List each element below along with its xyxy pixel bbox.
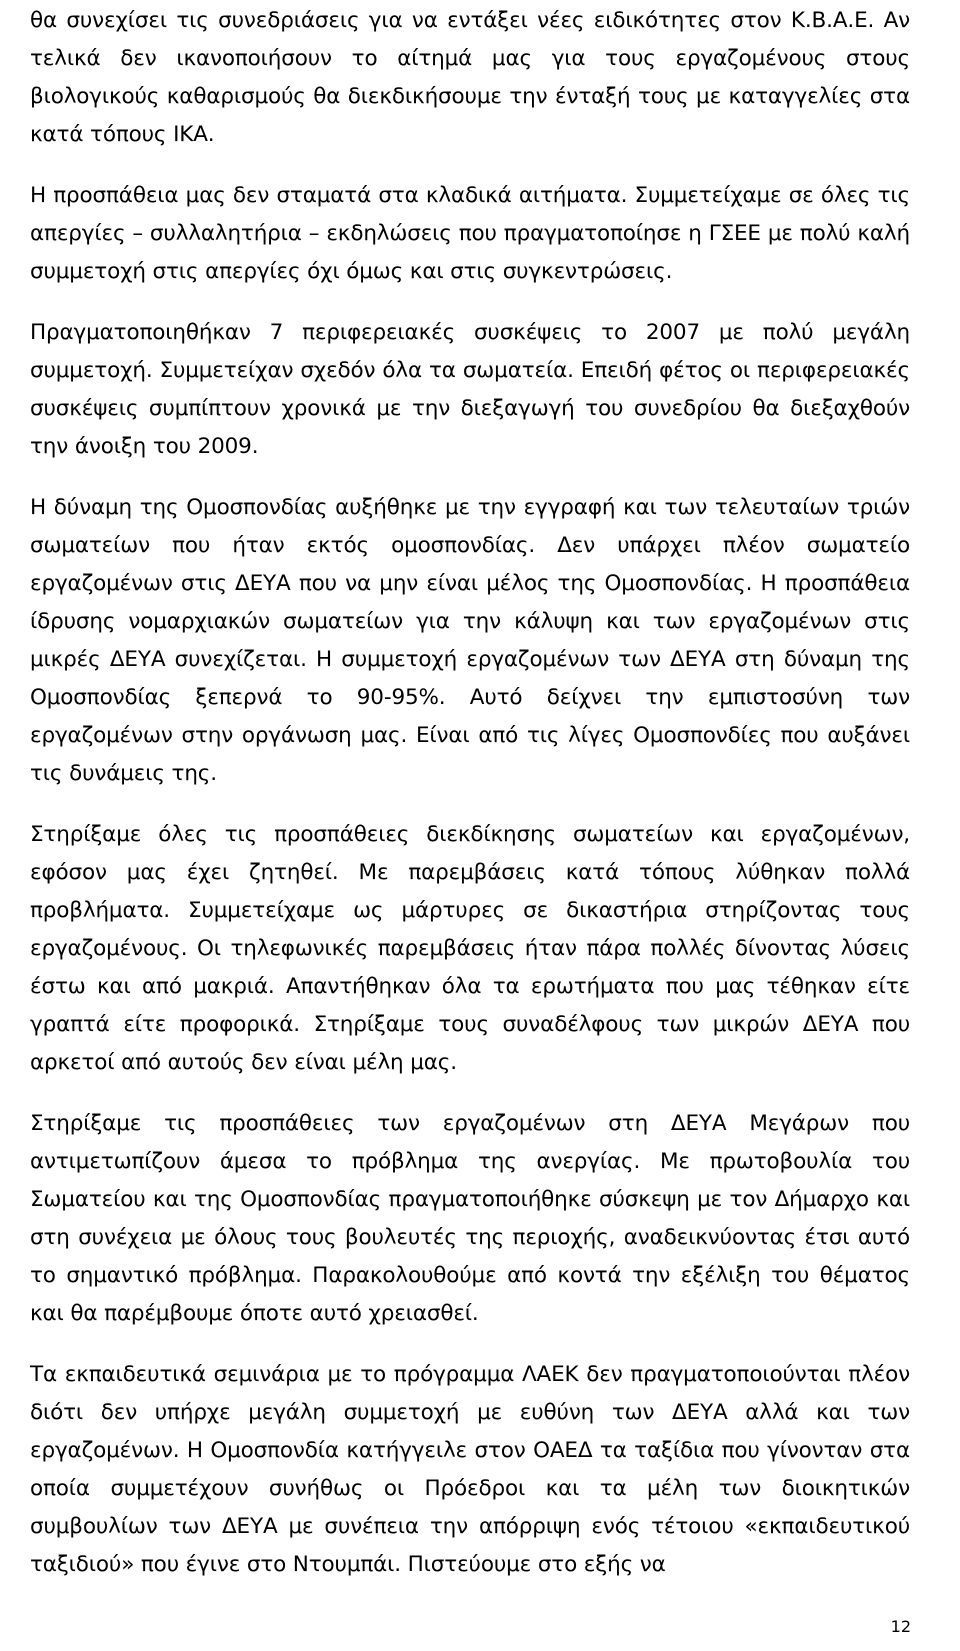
paragraph-sectoral-demands: Η προσπάθεια μας δεν σταματά στα κλαδικά αιτήματα. Συμμετείχαμε σε όλες τις απεργίες – συλλαλητήρια – εκδηλώσεις που πραγματοποίησε η ΓΣΕΕ με πολύ καλή συμμετοχή στις απεργίες όχι όμως και στις συγκεντρώσεις. [30,183,910,284]
document-body [30,2,910,1607]
paragraph-federation-strength: Η δύναμη της Ομοσπονδίας αυξήθηκε με την εγγραφή και των τελευταίων τριών σωματείων που ήταν εκτός ομοσπονδίας. Δεν υπάρχει πλέον σωματείο εργαζομένων στις ΔΕΥΑ που να μην είναι μέλος της Ομοσπονδίας. Η προσπάθεια ίδρυσης νομαρχιακών σωματείων για την κάλυψη και των εργαζομένων στις μικρές ΔΕΥΑ συνεχίζεται. Η συμμετοχή εργαζομένων των ΔΕΥΑ στη δύναμη της Ομοσπονδίας ξεπερνά το 90-95%. Αυτό δείχνει την εμπιστοσύνη των εργαζομένων στην οργάνωση μας. Είναι από τις λίγες Ομοσπονδίες που αυξάνει τις δυνάμεις της. [30,495,910,786]
paragraph-seminars: Τα εκπαιδευτικά σεμινάρια με το πρόγραμμα ΛΑΕΚ δεν πραγματοποιούνται πλέον διότι δεν υπήρχε μεγάλη συμμετοχή με ευθύνη των ΔΕΥΑ αλλά και των εργαζομένων. Η Ομοσπονδία κατήγγειλε στον ΟΑΕΔ τα ταξίδια που γίνονταν στα οποία συμμετέχουν συνήθως οι Πρόεδροι και τα μέλη των διοικητικών συμβουλίων των ΔΕΥΑ με συνέπεια την απόρριψη ενός τέτοιου «εκπαιδευτικού ταξιδιού» που έγινε στο Ντουμπάι. Πιστεύουμε στο εξής να [30,1362,910,1577]
paragraph-megara: Στηρίξαμε τις προσπάθειες των εργαζομένων στη ΔΕΥΑ Μεγάρων που αντιμετωπίζουν άμεσα το πρόβλημα της ανεργίας. Με πρωτοβουλία του Σωματείου και της Ομοσπονδίας πραγματοποιήθηκε σύσκεψη με τον Δήμαρχο και στη συνέχεια με όλους τους βουλευτές της περιοχής, αναδεικνύοντας έτσι αυτό το σημαντικό πρόβλημα. Παρακολουθούμε από κοντά την εξέλιξη του θέματος και θα παρέμβουμε όποτε αυτό χρειασθεί. [30,1111,910,1326]
paragraph-regional-meetings: Πραγματοποιηθήκαν 7 περιφερειακές συσκέψεις το 2007 με πολύ μεγάλη συμμετοχή. Συμμετείχαν σχεδόν όλα τα σωματεία. Επειδή φέτος οι περιφερειακές συσκέψεις συμπίπτουν χρονικά με την διεξαγωγή του συνεδρίου θα διεξαχθούν την άνοιξη του 2009. [30,320,910,459]
paragraph-continuation: θα συνεχίσει τις συνεδριάσεις για να εντάξει νέες ειδικότητες στον Κ.Β.Α.Ε. Αν τελικά δεν ικανοποιήσουν το αίτημά μας για τους εργαζομένους στους βιολογικούς καθαρισμούς θα διεκδικήσουμε την ένταξή τους με καταγγελίες στα κατά τόπους ΙΚΑ. [30,8,910,147]
page-number: 12 [890,1617,911,1636]
paragraph-support-unions: Στηρίξαμε όλες τις προσπάθειες διεκδίκησης σωματείων και εργαζομένων, εφόσον μας έχει ζητηθεί. Με παρεμβάσεις κατά τόπους λύθηκαν πολλά προβλήματα. Συμμετείχαμε ως μάρτυρες σε δικαστήρια στηρίζοντας τους εργαζομένους. Οι τηλεφωνικές παρεμβάσεις ήταν πάρα πολλές δίνοντας λύσεις έστω και από μακριά. Απαντήθηκαν όλα τα ερωτήματα που μας τέθηκαν είτε γραπτά είτε προφορικά. Στηρίξαμε τους συναδέλφους των μικρών ΔΕΥΑ που αρκετοί από αυτούς δεν είναι μέλη μας. [30,822,910,1075]
